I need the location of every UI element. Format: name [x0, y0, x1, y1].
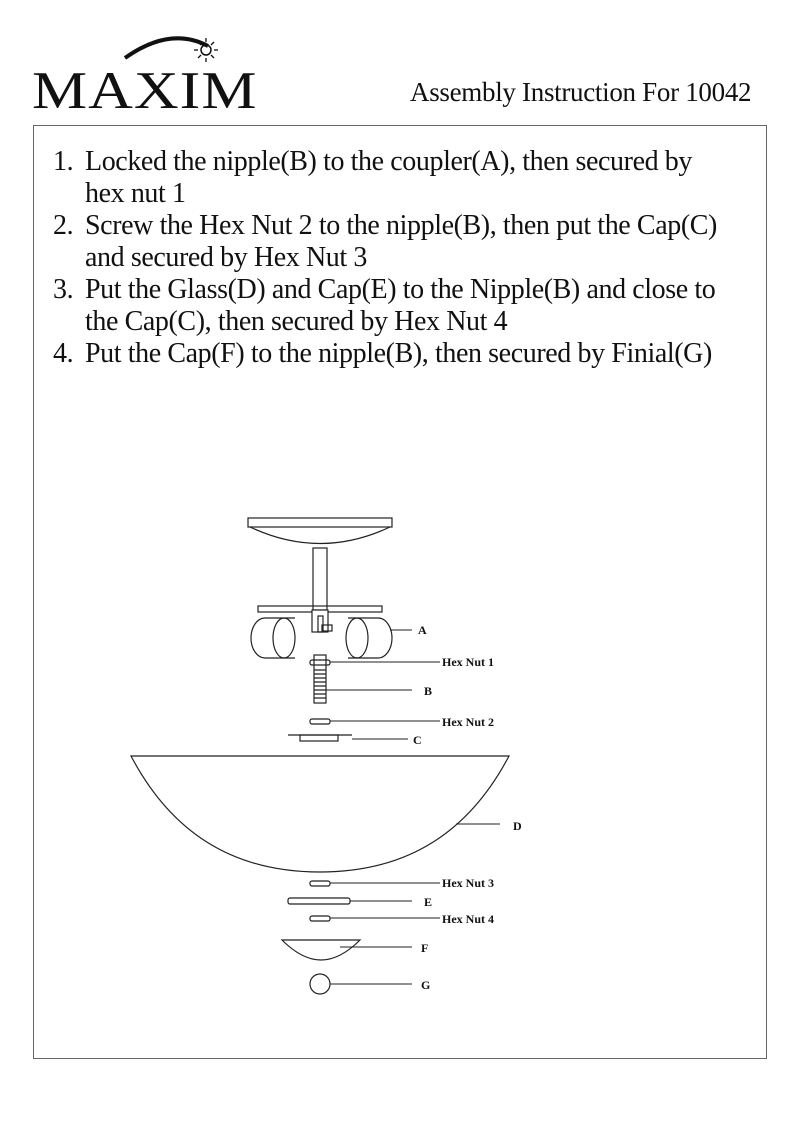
label-d: D: [513, 819, 522, 833]
label-f: F: [421, 941, 429, 955]
hex-nut-1: [310, 660, 330, 665]
instruction-step: 3. Put the Glass(D) and Cap(E) to the Nipple(B) and close to the Cap(C), then secured by Hex Nut 4: [53, 274, 716, 337]
label-g: G: [421, 978, 431, 992]
cap-c: [288, 735, 352, 741]
instruction-step: 1. Locked the nipple(B) to the coupler(A), then secured by hex nut 1: [53, 146, 693, 209]
cap-e: [288, 898, 350, 904]
instruction-step: 2. Screw the Hex Nut 2 to the nipple(B), then put the Cap(C) and secured by Hex Nut 3: [53, 210, 717, 273]
label-hex-nut-1: Hex Nut 1: [442, 655, 494, 669]
downrod: [313, 548, 327, 610]
label-e: E: [424, 895, 433, 909]
instruction-step: 4. Put the Cap(F) to the nipple(B), then secured by Finial(G): [53, 338, 712, 369]
label-a: A: [418, 623, 427, 637]
label-hex-nut-2: Hex Nut 2: [442, 715, 494, 729]
hex-nut-3: [310, 881, 330, 886]
page-title: Assembly Instruction For 10042: [410, 77, 752, 107]
ceiling-canopy: [248, 518, 392, 544]
hex-nut-4: [310, 916, 330, 921]
nipple-b: [314, 655, 326, 703]
label-hex-nut-4: Hex Nut 4: [442, 912, 494, 926]
glass-bowl-d: [131, 756, 509, 872]
label-hex-nut-3: Hex Nut 3: [442, 876, 494, 890]
label-c: C: [413, 733, 422, 747]
hex-nut-2: [310, 719, 330, 724]
finial-g: [310, 974, 330, 994]
coupler-a: [251, 606, 392, 658]
cap-f: [282, 940, 360, 960]
label-b: B: [424, 684, 433, 698]
brand-wordmark: MAXIM: [32, 61, 258, 120]
